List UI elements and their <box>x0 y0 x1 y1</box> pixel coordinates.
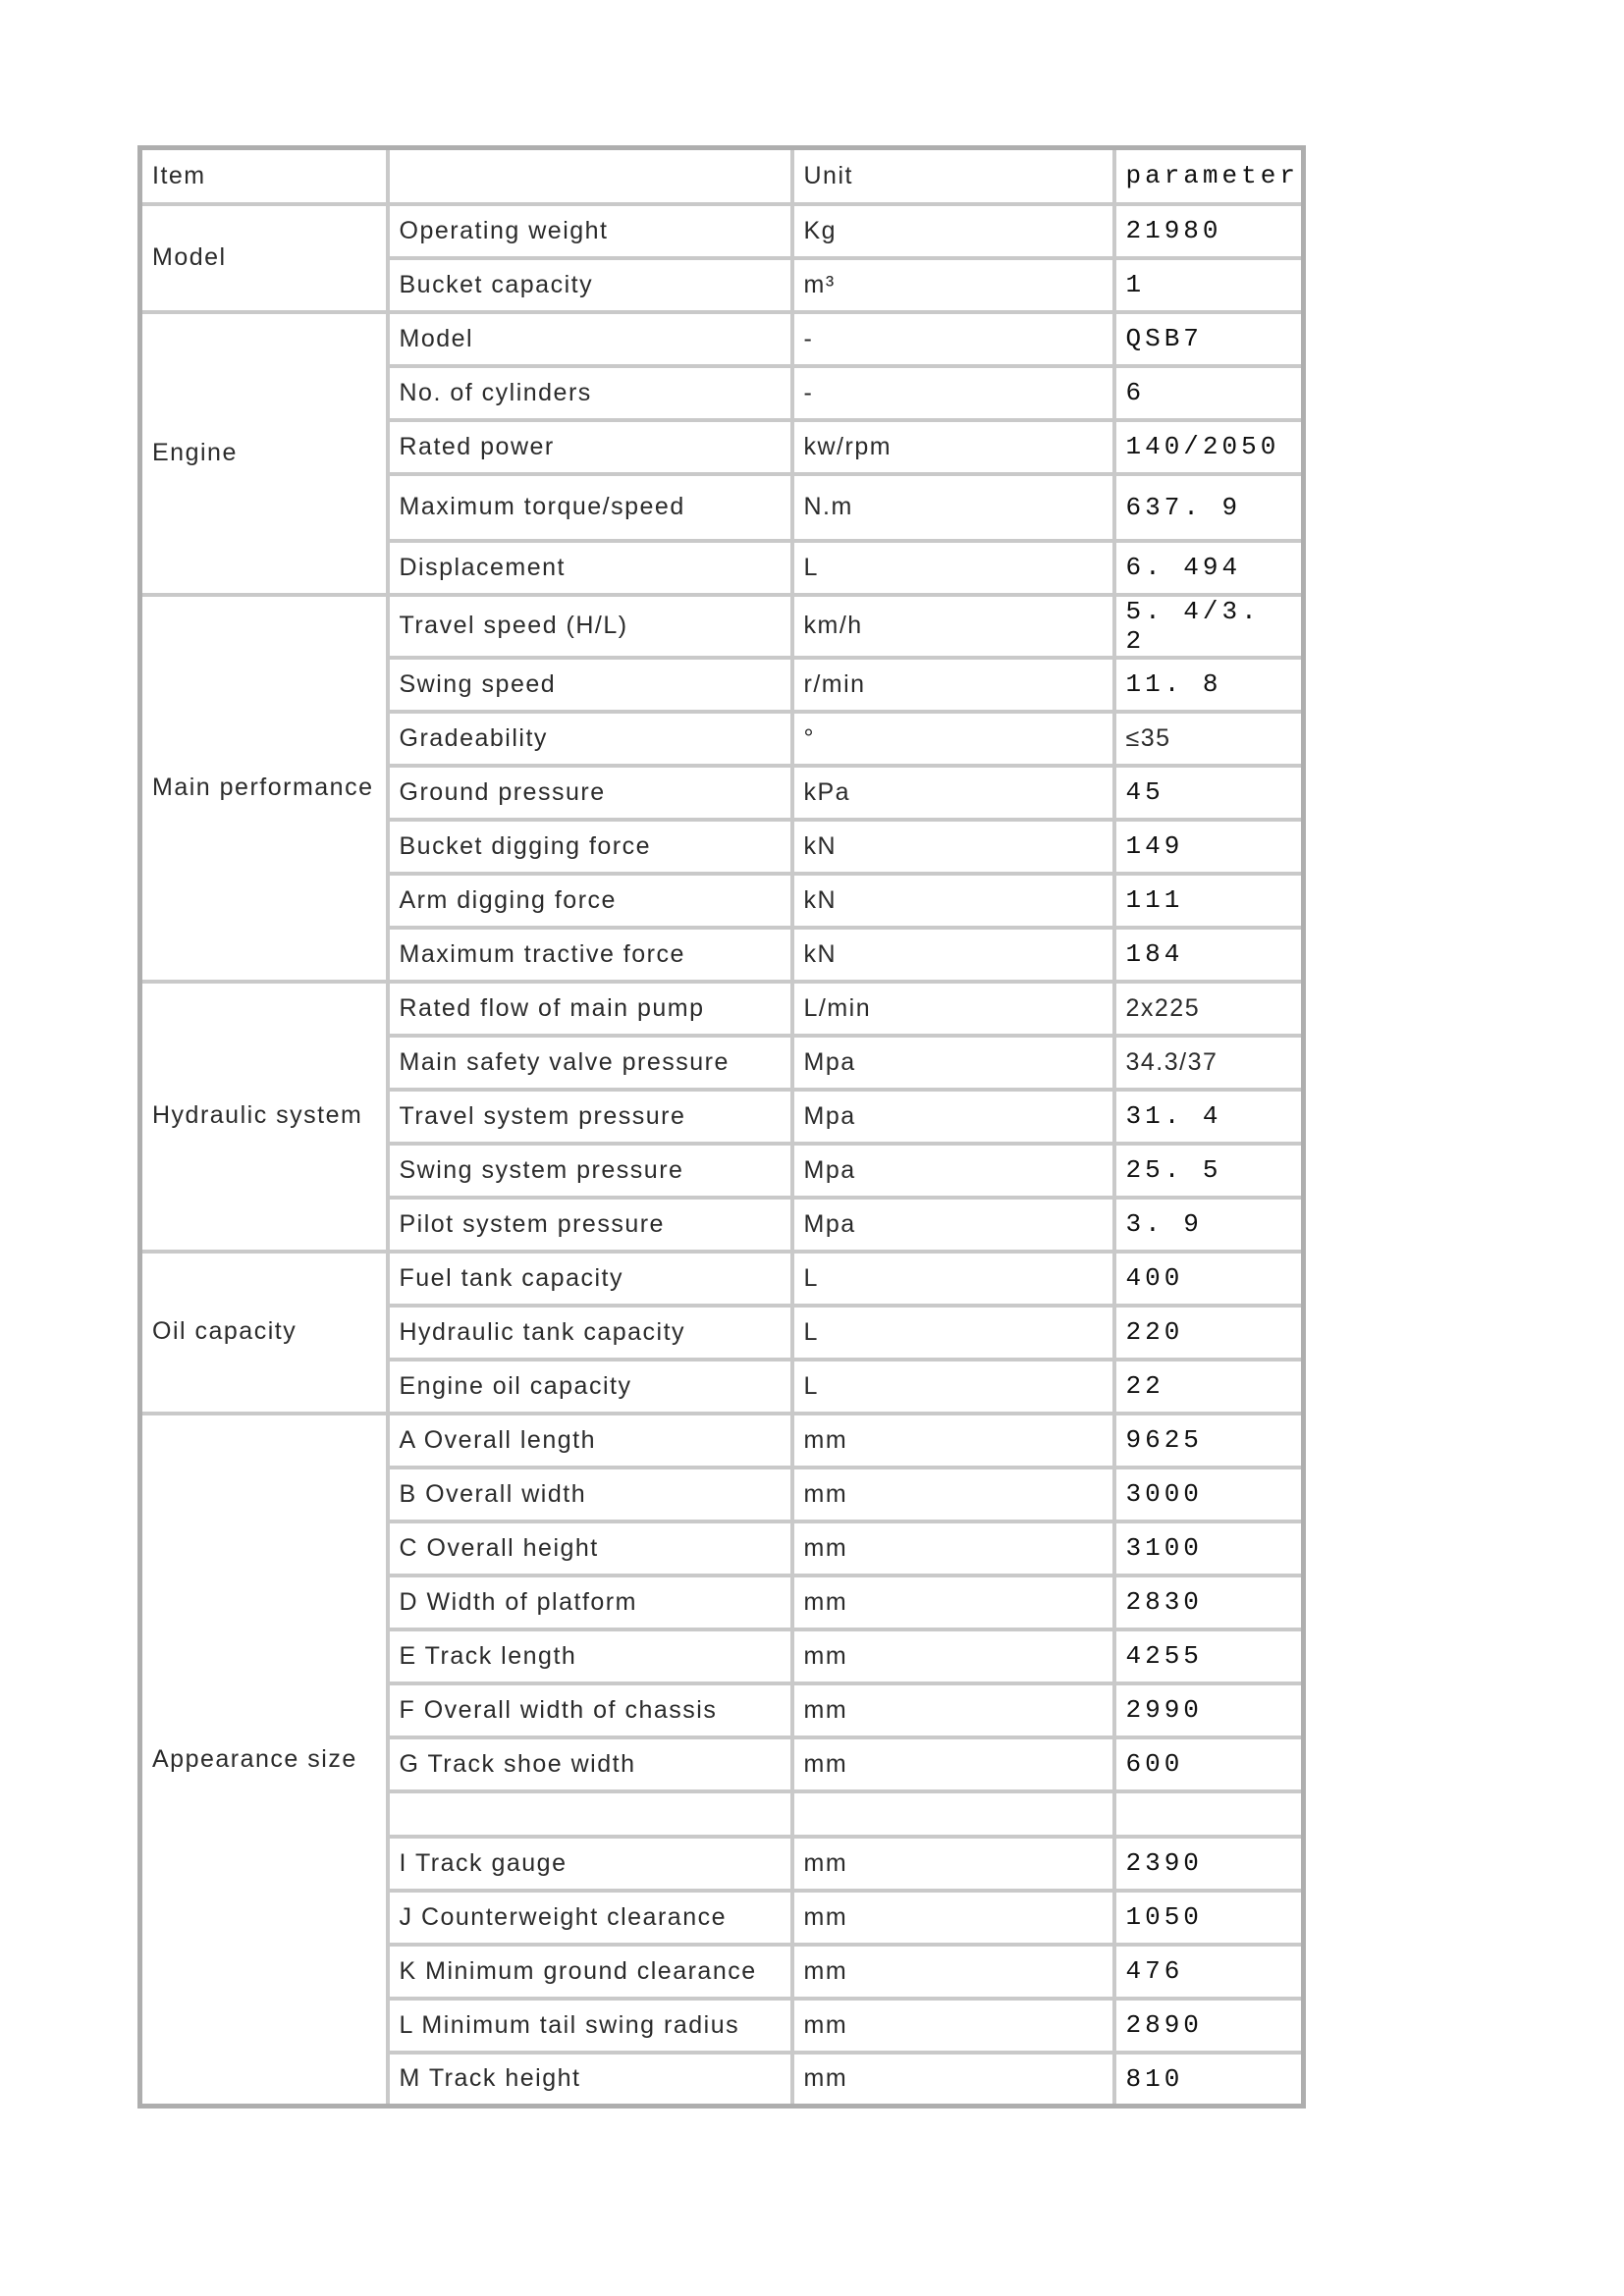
table-row <box>140 1414 1304 1468</box>
spec-name-cell: A Overall length <box>388 1414 792 1468</box>
spec-name-cell: L Minimum tail swing radius <box>388 1999 792 2053</box>
spec-name-cell: Main safety valve pressure <box>388 1036 792 1090</box>
table-row <box>140 204 1304 258</box>
param-value-cell: 184 <box>1114 928 1304 982</box>
header-row <box>140 148 1304 204</box>
unit-cell: mm <box>792 1683 1114 1737</box>
unit-cell: kN <box>792 820 1114 874</box>
spec-name-cell: Ground pressure <box>388 766 792 820</box>
section-label-cell: Hydraulic system <box>140 982 388 1252</box>
unit-cell <box>792 1791 1114 1837</box>
param-value-cell: 31. 4 <box>1114 1090 1304 1144</box>
spec-name-cell: J Counterweight clearance <box>388 1891 792 1945</box>
unit-cell: Mpa <box>792 1144 1114 1198</box>
spec-name-cell: No. of cylinders <box>388 366 792 420</box>
param-value-cell: 149 <box>1114 820 1304 874</box>
section-label-cell: Engine <box>140 312 388 595</box>
unit-cell: kN <box>792 874 1114 928</box>
spec-name-cell: Model <box>388 312 792 366</box>
param-value-cell: 2830 <box>1114 1575 1304 1629</box>
param-value-cell: 2890 <box>1114 1999 1304 2053</box>
unit-cell: - <box>792 312 1114 366</box>
unit-cell: Mpa <box>792 1198 1114 1252</box>
spec-name-cell: Swing system pressure <box>388 1144 792 1198</box>
unit-cell: r/min <box>792 658 1114 712</box>
unit-cell: L <box>792 1306 1114 1360</box>
param-value-cell: 45 <box>1114 766 1304 820</box>
spec-name-cell: B Overall width <box>388 1468 792 1522</box>
unit-cell: mm <box>792 1945 1114 1999</box>
unit-cell: L <box>792 1252 1114 1306</box>
spec-table <box>137 145 1306 2109</box>
param-value-cell: 476 <box>1114 1945 1304 1999</box>
param-value-cell: 2x225 <box>1114 982 1304 1036</box>
section-label-cell: Oil capacity <box>140 1252 388 1414</box>
spec-name-cell: Engine oil capacity <box>388 1360 792 1414</box>
param-value-cell: 220 <box>1114 1306 1304 1360</box>
spec-name-cell: Maximum tractive force <box>388 928 792 982</box>
spec-name-cell: Travel system pressure <box>388 1090 792 1144</box>
unit-cell: kw/rpm <box>792 420 1114 474</box>
unit-cell: - <box>792 366 1114 420</box>
unit-cell: Mpa <box>792 1090 1114 1144</box>
unit-cell: mm <box>792 2053 1114 2107</box>
section-label-cell: Main performance <box>140 595 388 982</box>
spec-name-cell: Bucket capacity <box>388 258 792 312</box>
spec-table-body <box>140 148 1304 2107</box>
spec-name-cell: Fuel tank capacity <box>388 1252 792 1306</box>
table-row <box>140 595 1304 658</box>
param-value-cell: 9625 <box>1114 1414 1304 1468</box>
unit-cell: mm <box>792 1999 1114 2053</box>
spec-name-cell: Hydraulic tank capacity <box>388 1306 792 1360</box>
header-sub-item <box>388 148 792 204</box>
unit-cell: m³ <box>792 258 1114 312</box>
spec-name-cell: Gradeability <box>388 712 792 766</box>
spec-name-cell: Travel speed (H/L) <box>388 595 792 658</box>
spec-name-cell: D Width of platform <box>388 1575 792 1629</box>
spec-name-cell: E Track length <box>388 1629 792 1683</box>
unit-cell: mm <box>792 1891 1114 1945</box>
spec-name-cell: Swing speed <box>388 658 792 712</box>
spec-name-cell <box>388 1791 792 1837</box>
section-label-cell: Model <box>140 204 388 312</box>
spec-name-cell: Rated flow of main pump <box>388 982 792 1036</box>
spec-name-cell: Maximum torque/speed <box>388 474 792 541</box>
spec-name-cell: Pilot system pressure <box>388 1198 792 1252</box>
unit-cell: mm <box>792 1837 1114 1891</box>
unit-cell: N.m <box>792 474 1114 541</box>
unit-cell: mm <box>792 1629 1114 1683</box>
param-value-cell: 5. 4/3. 2 <box>1114 595 1304 658</box>
header-unit: Unit <box>792 148 1114 204</box>
unit-cell: kPa <box>792 766 1114 820</box>
param-value-cell: 25. 5 <box>1114 1144 1304 1198</box>
header-item: Item <box>140 148 388 204</box>
unit-cell: Kg <box>792 204 1114 258</box>
unit-cell: kN <box>792 928 1114 982</box>
spec-name-cell: Arm digging force <box>388 874 792 928</box>
unit-cell: L <box>792 1360 1114 1414</box>
param-value-cell: QSB7 <box>1114 312 1304 366</box>
spec-name-cell: G Track shoe width <box>388 1737 792 1791</box>
unit-cell: mm <box>792 1575 1114 1629</box>
unit-cell: Mpa <box>792 1036 1114 1090</box>
table-row <box>140 1252 1304 1306</box>
param-value-cell: 2990 <box>1114 1683 1304 1737</box>
table-row <box>140 982 1304 1036</box>
header-parameter: parameter <box>1114 148 1304 204</box>
spec-name-cell: Rated power <box>388 420 792 474</box>
unit-cell: ° <box>792 712 1114 766</box>
spec-name-cell: K Minimum ground clearance <box>388 1945 792 1999</box>
unit-cell: L <box>792 541 1114 595</box>
param-value-cell: ≤35 <box>1114 712 1304 766</box>
spec-name-cell: M Track height <box>388 2053 792 2107</box>
param-value-cell <box>1114 1791 1304 1837</box>
unit-cell: mm <box>792 1737 1114 1791</box>
unit-cell: km/h <box>792 595 1114 658</box>
param-value-cell: 3. 9 <box>1114 1198 1304 1252</box>
unit-cell: mm <box>792 1522 1114 1575</box>
param-value-cell: 3000 <box>1114 1468 1304 1522</box>
param-value-cell: 6. 494 <box>1114 541 1304 595</box>
unit-cell: mm <box>792 1468 1114 1522</box>
param-value-cell: 1 <box>1114 258 1304 312</box>
spec-name-cell: F Overall width of chassis <box>388 1683 792 1737</box>
param-value-cell: 2390 <box>1114 1837 1304 1891</box>
spec-name-cell: Operating weight <box>388 204 792 258</box>
param-value-cell: 22 <box>1114 1360 1304 1414</box>
param-value-cell: 6 <box>1114 366 1304 420</box>
param-value-cell: 1050 <box>1114 1891 1304 1945</box>
spec-name-cell: C Overall height <box>388 1522 792 1575</box>
param-value-cell: 400 <box>1114 1252 1304 1306</box>
param-value-cell: 34.3/37 <box>1114 1036 1304 1090</box>
param-value-cell: 111 <box>1114 874 1304 928</box>
param-value-cell: 4255 <box>1114 1629 1304 1683</box>
spec-name-cell: I Track gauge <box>388 1837 792 1891</box>
param-value-cell: 21980 <box>1114 204 1304 258</box>
param-value-cell: 3100 <box>1114 1522 1304 1575</box>
spec-name-cell: Bucket digging force <box>388 820 792 874</box>
unit-cell: mm <box>792 1414 1114 1468</box>
param-value-cell: 11. 8 <box>1114 658 1304 712</box>
param-value-cell: 600 <box>1114 1737 1304 1791</box>
spec-name-cell: Displacement <box>388 541 792 595</box>
table-row <box>140 312 1304 366</box>
param-value-cell: 810 <box>1114 2053 1304 2107</box>
param-value-cell: 140/2050 <box>1114 420 1304 474</box>
section-label-cell: Appearance size <box>140 1414 388 2107</box>
param-value-cell: 637. 9 <box>1114 474 1304 541</box>
unit-cell: L/min <box>792 982 1114 1036</box>
